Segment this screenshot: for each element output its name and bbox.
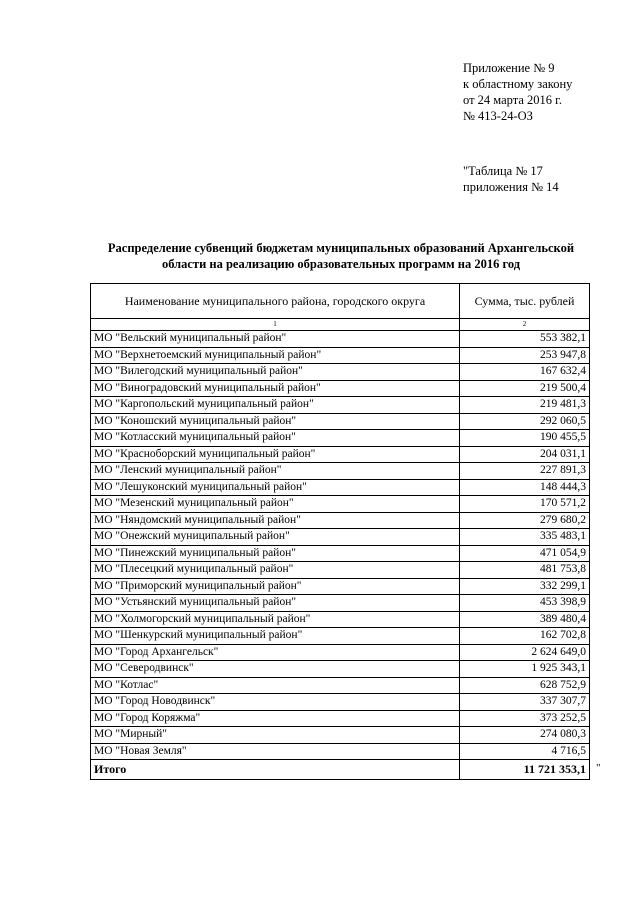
municipality-name: МО "Няндомский муниципальный район"	[91, 512, 460, 529]
subvention-amount: 481 753,8	[460, 562, 590, 579]
subvention-amount: 219 481,3	[460, 397, 590, 414]
appendix-law-number: № 413-24-ОЗ	[463, 109, 533, 123]
municipality-name: МО "Северодвинск"	[91, 661, 460, 678]
subvention-amount: 332 299,1	[460, 578, 590, 595]
municipality-name: МО "Каргопольский муниципальный район"	[91, 397, 460, 414]
municipality-name: МО "Мезенский муниципальный район"	[91, 496, 460, 513]
table-row	[91, 529, 590, 546]
table-row	[91, 545, 590, 562]
municipality-name: МО "Новая Земля"	[91, 743, 460, 760]
municipality-name: МО "Устьянский муниципальный район"	[91, 595, 460, 612]
subvention-amount: 274 080,3	[460, 727, 590, 744]
municipality-name: МО "Холмогорский муниципальный район"	[91, 611, 460, 628]
table-row	[91, 578, 590, 595]
table-row	[91, 694, 590, 711]
total-row	[91, 760, 590, 780]
municipality-name: МО "Вилегодский муниципальный район"	[91, 364, 460, 381]
table-row	[91, 710, 590, 727]
subvention-amount: 162 702,8	[460, 628, 590, 645]
table-row	[91, 628, 590, 645]
municipality-name: МО "Онежский муниципальный район"	[91, 529, 460, 546]
table-row	[91, 743, 590, 760]
table-row	[91, 611, 590, 628]
subvention-amount: 253 947,8	[460, 347, 590, 364]
subvention-amount: 219 500,4	[460, 380, 590, 397]
municipality-name: МО "Коношский муниципальный район"	[91, 413, 460, 430]
table-row	[91, 479, 590, 496]
table-row	[91, 496, 590, 513]
subvention-amount: 279 680,2	[460, 512, 590, 529]
table-row	[91, 562, 590, 579]
subvention-amount: 389 480,4	[460, 611, 590, 628]
subvention-table	[90, 283, 590, 780]
subvention-amount: 170 571,2	[460, 496, 590, 513]
table-row	[91, 430, 590, 447]
table-body	[91, 331, 590, 780]
subvention-amount: 292 060,5	[460, 413, 590, 430]
municipality-name: МО "Шенкурский муниципальный район"	[91, 628, 460, 645]
subvention-amount: 453 398,9	[460, 595, 590, 612]
municipality-name: МО "Котласский муниципальный район"	[91, 430, 460, 447]
table-row	[91, 397, 590, 414]
municipality-name: МО "Плесецкий муниципальный район"	[91, 562, 460, 579]
table-row	[91, 512, 590, 529]
municipality-name: МО "Мирный"	[91, 727, 460, 744]
municipality-name: МО "Вельский муниципальный район"	[91, 331, 460, 348]
subvention-amount: 2 624 649,0	[460, 644, 590, 661]
total-label: Итого	[91, 760, 460, 780]
appendix-date: от 24 марта 2016 г.	[463, 93, 563, 107]
table-row	[91, 331, 590, 348]
table-row	[91, 595, 590, 612]
appendix-law-ref: к областному закону	[463, 77, 573, 91]
title-line-2: области на реализацию образовательных программ на 2016 год	[161, 257, 521, 271]
total-amount: 11 721 353,1	[460, 760, 590, 780]
document-title	[92, 240, 590, 272]
table-row	[91, 446, 590, 463]
municipality-name: МО "Город Архангельск"	[91, 644, 460, 661]
municipality-name: МО "Верхнетоемский муниципальный район"	[91, 347, 460, 364]
municipality-name: МО "Лешуконский муниципальный район"	[91, 479, 460, 496]
municipality-name: МО "Котлас"	[91, 677, 460, 694]
subvention-amount: 227 891,3	[460, 463, 590, 480]
table-row	[91, 347, 590, 364]
appendix-header	[463, 60, 572, 124]
column-number-1: 1	[91, 319, 460, 331]
subvention-amount: 204 031,1	[460, 446, 590, 463]
table-number: "Таблица № 17	[463, 164, 543, 178]
municipality-name: МО "Приморский муниципальный район"	[91, 578, 460, 595]
table-row	[91, 644, 590, 661]
table-row	[91, 677, 590, 694]
table-row	[91, 661, 590, 678]
municipality-name: МО "Виноградовский муниципальный район"	[91, 380, 460, 397]
appendix-number: Приложение № 9	[463, 61, 555, 75]
closing-quote: "	[596, 762, 601, 774]
subvention-amount: 628 752,9	[460, 677, 590, 694]
subvention-amount: 373 252,5	[460, 710, 590, 727]
subvention-amount: 4 716,5	[460, 743, 590, 760]
municipality-name: МО "Красноборский муниципальный район"	[91, 446, 460, 463]
subvention-amount: 190 455,5	[460, 430, 590, 447]
title-line-1: Распределение субвенций бюджетам муниципальных образований Архангельской	[107, 241, 575, 255]
column-number-row	[91, 319, 590, 331]
subvention-amount: 148 444,3	[460, 479, 590, 496]
subvention-amount: 335 483,1	[460, 529, 590, 546]
table-row	[91, 364, 590, 381]
subvention-amount: 1 925 343,1	[460, 661, 590, 678]
table-row	[91, 413, 590, 430]
table-row	[91, 380, 590, 397]
subvention-amount: 553 382,1	[460, 331, 590, 348]
table-header-row	[91, 284, 590, 319]
column-header-amount: Сумма, тыс. рублей	[460, 284, 590, 319]
column-header-name: Наименование муниципального района, городского округа	[91, 284, 460, 319]
table-row	[91, 727, 590, 744]
municipality-name: МО "Город Коряжма"	[91, 710, 460, 727]
subvention-amount: 337 307,7	[460, 694, 590, 711]
subvention-amount: 471 054,9	[460, 545, 590, 562]
subvention-amount: 167 632,4	[460, 364, 590, 381]
municipality-name: МО "Пинежский муниципальный район"	[91, 545, 460, 562]
table-appendix-ref: приложения № 14	[463, 180, 559, 194]
table-reference	[463, 163, 559, 195]
table-row	[91, 463, 590, 480]
municipality-name: МО "Город Новодвинск"	[91, 694, 460, 711]
municipality-name: МО "Ленский муниципальный район"	[91, 463, 460, 480]
column-number-2: 2	[460, 319, 590, 331]
